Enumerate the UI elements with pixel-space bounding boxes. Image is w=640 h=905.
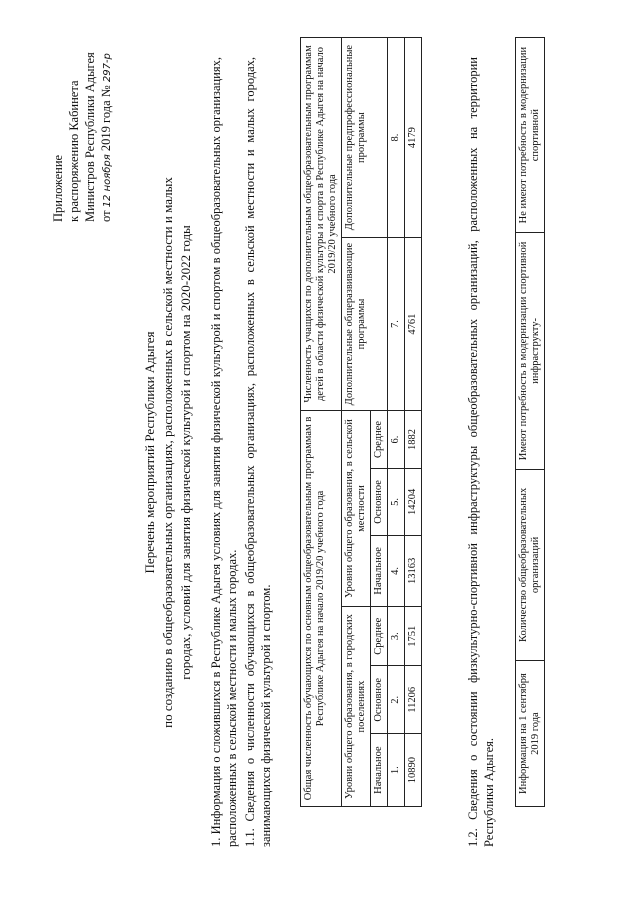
value-developmental: 4761 (405, 238, 422, 411)
infrastructure-table (515, 37, 545, 807)
header-additional-students: Численность учащихся по дополнительным общеобразовательным программам детей в области физической культуры и спорта в Республике Адыгея на начало 2019/20 учебного года (301, 38, 342, 411)
approval-date: 12 ноября (102, 154, 113, 208)
header-developmental-programs: Дополнительные общеразвивающие программы (342, 238, 388, 411)
column-number: 1. (388, 734, 405, 807)
approval-year: 2019 года № (99, 85, 113, 152)
approval-line-2: к распоряжению Кабинета (67, 80, 81, 222)
level-urban-primary: Начальное (371, 734, 388, 807)
level-rural-basic: Основное (371, 469, 388, 536)
value-rural-secondary: 1882 (405, 410, 422, 468)
column-number: 6. (388, 410, 405, 468)
value-urban-basic: 11206 (405, 666, 422, 734)
column-number-row (388, 38, 405, 807)
approval-from: от (99, 210, 113, 222)
header-org-count: Количество общеобразовательных организаций (516, 469, 545, 661)
values-row (405, 38, 422, 807)
column-number: 5. (388, 469, 405, 536)
column-number: 7. (388, 238, 405, 411)
students-table (300, 37, 422, 807)
column-number: 2. (388, 666, 405, 734)
column-number: 3. (388, 607, 405, 666)
document-subtitle-1: по созданию в общеобразовательных организациях, расположенных в сельской местности и малых (160, 177, 175, 728)
value-preprofessional: 4179 (405, 38, 422, 238)
document-subtitle-2: городах, условий для занятия физической культурой и спортом на 2020-2022 годы (178, 225, 193, 680)
approval-line-4 (98, 52, 116, 222)
value-urban-secondary: 1751 (405, 607, 422, 666)
document-title: Перечень мероприятий Республики Адыгея (142, 331, 157, 574)
header-urban-levels: Уровни общего образования, в городских поселениях (342, 607, 371, 807)
approval-block (50, 52, 116, 222)
header-no-need-modernization: Не имеют потребность в модернизации спортивной (516, 38, 545, 233)
level-urban-basic: Основное (371, 666, 388, 734)
section-1-heading: 1. Информация о сложившихся в Республике Адыгея условиях для занятия физической культурой и спортом в общеобразовательных организациях, расположенных в сельской местности и малых городах. (209, 57, 239, 847)
header-rural-levels: Уровни общего образования, в сельской местности (342, 410, 371, 606)
header-preprofessional-programs: Дополнительные предпрофессиональные программы (342, 38, 388, 238)
approval-line-3: Министров Республики Адыгея (83, 52, 97, 222)
approval-number: 297-р (102, 53, 113, 83)
value-rural-basic: 14204 (405, 469, 422, 536)
column-number: 8. (388, 38, 405, 238)
level-urban-secondary: Среднее (371, 607, 388, 666)
value-rural-primary: 13163 (405, 535, 422, 606)
header-need-modernization: Имеют потребность в модернизации спортивной инфраструкту- (516, 233, 545, 469)
value-urban-primary: 10890 (405, 734, 422, 807)
section-1-2-heading: 1.2. Сведения о состоянии физкультурно-спортивной инфраструктуры общеобразовательных организаций, расположенных на территории Республики Адыгея. (466, 57, 496, 847)
approval-line-1: Приложение (51, 154, 65, 222)
header-total-students: Общая численность обучающихся по основным общеобразовательным программам в Республике Адыгея на начало 2019/20 учебного года (301, 410, 342, 806)
level-rural-secondary: Среднее (371, 410, 388, 468)
header-info-date: Информация на 1 сентября 2019 года (516, 661, 545, 807)
level-rural-primary: Начальное (371, 535, 388, 606)
section-1-1-heading: 1.1. Сведения о численности обучающихся в общеобразовательных организациях, расположенных в сельской местности и малых городах, занимающихся физической культурой и спортом. (243, 57, 273, 847)
column-number: 4. (388, 535, 405, 606)
